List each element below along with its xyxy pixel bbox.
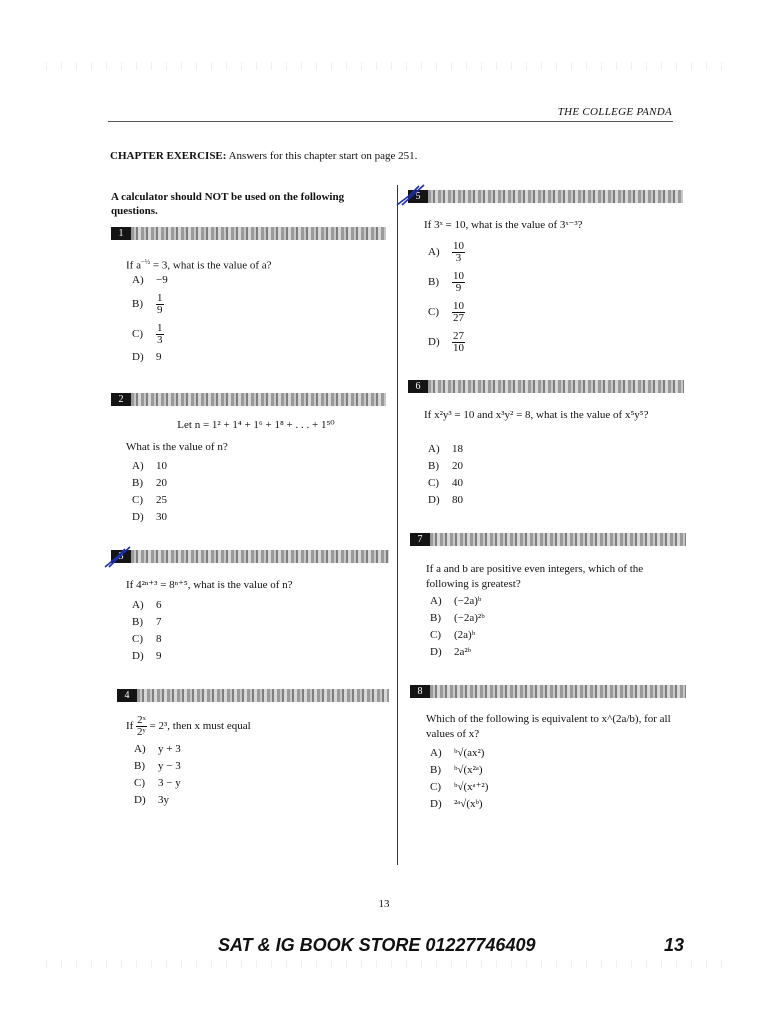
choice-7a[interactable] — [430, 593, 485, 610]
question-number-4: 4 — [117, 689, 137, 702]
choices-3 — [132, 597, 162, 665]
numerator: 1 — [157, 321, 163, 334]
choices-6 — [428, 441, 463, 509]
question-stem-1 — [126, 255, 272, 274]
choice-fraction — [156, 293, 164, 316]
choice-label: C) — [428, 306, 439, 318]
pen-check-mark-icon — [103, 545, 133, 571]
choice-1a[interactable] — [132, 272, 168, 289]
choice-2d[interactable] — [132, 509, 167, 526]
choice-text: 18 — [452, 443, 463, 455]
choice-label: B) — [430, 612, 441, 624]
choice-4a[interactable] — [134, 741, 181, 758]
question-bar-3 — [111, 550, 389, 563]
choice-label: A) — [132, 274, 144, 286]
choice-label: B) — [132, 477, 143, 489]
choice-text: −9 — [156, 274, 168, 286]
choice-text: ᵇ√(xᵃ⁺²) — [454, 781, 489, 793]
choice-label: A) — [430, 747, 442, 759]
choice-text: ᵇ√(ax²) — [454, 747, 485, 759]
question-number-8: 8 — [410, 685, 430, 698]
choice-text: 25 — [156, 494, 167, 506]
choice-8a[interactable] — [430, 745, 488, 762]
numerator: 10 — [453, 239, 464, 252]
choice-text: 2a²ᵇ — [454, 646, 472, 658]
choice-label: B) — [430, 764, 441, 776]
scan-noise-top — [40, 62, 730, 70]
choice-text: 9 — [156, 351, 162, 363]
question-number-7: 7 — [410, 533, 430, 546]
choice-text: 8 — [156, 633, 162, 645]
choice-text: 3 − y — [158, 777, 181, 789]
choice-text: 9 — [156, 650, 162, 662]
choice-3b[interactable] — [132, 614, 162, 631]
stem-part: If — [126, 720, 137, 732]
stem-part: = 3, what is the value of a? — [150, 259, 272, 272]
choice-text: ᵇ√(x²ᵃ) — [454, 764, 483, 776]
choice-text: 40 — [452, 477, 463, 489]
calculator-note: A calculator should NOT be used on the following questions. — [111, 191, 345, 217]
question-stem-6: If x²y³ = 10 and x³y² = 8, what is the value of x⁵y⁵? — [424, 409, 649, 421]
choice-6c[interactable] — [428, 475, 463, 492]
choice-4c[interactable] — [134, 775, 181, 792]
question-bar-1 — [111, 227, 386, 240]
choice-label: D) — [430, 798, 442, 810]
chapter-line — [110, 150, 417, 162]
choice-label: B) — [428, 460, 439, 472]
question-stem-3: If 4²ⁿ⁺³ = 8ⁿ⁺⁵, what is the value of n? — [126, 579, 293, 591]
choice-3d[interactable] — [132, 648, 162, 665]
choice-label: C) — [430, 781, 441, 793]
choice-1b[interactable] — [132, 289, 168, 319]
choice-3a[interactable] — [132, 597, 162, 614]
choice-fraction — [452, 241, 465, 264]
choice-text: 30 — [156, 511, 167, 523]
choice-label: B) — [428, 276, 439, 288]
choice-label: D) — [428, 336, 440, 348]
page-number: 13 — [378, 898, 390, 910]
choice-6d[interactable] — [428, 492, 463, 509]
denominator: 2ʸ — [137, 725, 146, 738]
chapter-text: Answers for this chapter start on page 251. — [228, 150, 418, 162]
choice-8d[interactable] — [430, 796, 488, 813]
footer-page-number: 13 — [664, 935, 685, 955]
choice-label: D) — [134, 794, 146, 806]
header-rule — [108, 121, 673, 122]
choice-label: D) — [428, 494, 440, 506]
question-bar-6 — [408, 380, 684, 393]
choice-label: C) — [428, 477, 439, 489]
choice-fraction — [452, 331, 465, 354]
scan-noise-bottom — [40, 960, 730, 968]
question-bar-4 — [117, 689, 389, 702]
choice-text: 3y — [158, 794, 169, 806]
choice-label: A) — [134, 743, 146, 755]
choice-text: 10 — [156, 460, 167, 472]
choice-text: 20 — [452, 460, 463, 472]
choice-text: (−2a)²ᵇ — [454, 612, 485, 624]
choice-5c[interactable] — [428, 297, 465, 327]
chapter-label: CHAPTER EXERCISE: — [110, 150, 227, 162]
question-sub-2: What is the value of n? — [126, 441, 228, 453]
question-bar-2 — [111, 393, 386, 406]
choice-fraction — [156, 323, 164, 346]
column-divider — [397, 185, 398, 865]
choice-label: C) — [430, 629, 441, 641]
choice-7d[interactable] — [430, 644, 485, 661]
choice-3c[interactable] — [132, 631, 162, 648]
choice-label: C) — [132, 328, 143, 340]
stem-fraction — [136, 715, 147, 738]
denominator: 9 — [455, 281, 462, 294]
choice-1c[interactable] — [132, 319, 168, 349]
choices-8 — [430, 745, 488, 813]
choice-label: B) — [134, 760, 145, 772]
choice-label: B) — [132, 616, 143, 628]
choice-2c[interactable] — [132, 492, 167, 509]
choice-7b[interactable] — [430, 610, 485, 627]
question-number-6: 6 — [408, 380, 428, 393]
choice-label: D) — [132, 650, 144, 662]
choice-label: A) — [428, 246, 440, 258]
numerator: 10 — [453, 299, 464, 312]
denominator: 3 — [455, 251, 462, 264]
choice-2b[interactable] — [132, 475, 167, 492]
choice-label: C) — [132, 494, 143, 506]
question-stem-2: Let n = 1² + 1⁴ + 1⁶ + 1⁸ + . . . + 1⁵⁰ — [177, 419, 335, 431]
choices-4 — [134, 741, 181, 809]
question-number-1: 1 — [111, 227, 131, 240]
denominator: 3 — [157, 333, 163, 346]
choice-4d[interactable] — [134, 792, 181, 809]
choice-text: 20 — [156, 477, 167, 489]
question-bar-7 — [410, 533, 686, 546]
choice-label: D) — [430, 646, 442, 658]
choice-1d[interactable] — [132, 349, 168, 366]
choices-2 — [132, 458, 167, 526]
choice-fraction — [452, 271, 465, 294]
stem-exponent: −½ — [140, 258, 151, 266]
question-number-3: 3 — [111, 550, 131, 563]
choice-6b[interactable] — [428, 458, 463, 475]
choice-5d[interactable] — [428, 327, 465, 357]
stem-part: = 2³, then x must equal — [146, 720, 251, 732]
choice-text: y − 3 — [158, 760, 181, 772]
choice-label: C) — [134, 777, 145, 789]
choice-2a[interactable] — [132, 458, 167, 475]
choice-6a[interactable] — [428, 441, 463, 458]
running-header: THE COLLEGE PANDA — [557, 106, 672, 118]
choice-5b[interactable] — [428, 267, 465, 297]
numerator: 1 — [157, 291, 163, 304]
choice-4b[interactable] — [134, 758, 181, 775]
question-stem-4 — [126, 712, 251, 740]
choice-5a[interactable] — [428, 237, 465, 267]
choice-label: A) — [430, 595, 442, 607]
question-stem-7: If a and b are positive even integers, which of the following is greatest? — [426, 563, 644, 590]
store-watermark: SAT & IG BOOK STORE 01227746409 — [218, 935, 536, 955]
choice-label: C) — [132, 633, 143, 645]
choice-label: D) — [132, 511, 144, 523]
choice-8b[interactable] — [430, 762, 488, 779]
choice-7c[interactable] — [430, 627, 485, 644]
numerator: 2ˣ — [137, 713, 146, 726]
choice-label: A) — [132, 599, 144, 611]
question-number-2: 2 — [111, 393, 131, 406]
choice-label: A) — [428, 443, 440, 455]
choices-5 — [428, 237, 465, 357]
choice-label: A) — [132, 460, 144, 472]
choice-fraction — [452, 301, 465, 324]
question-bar-5 — [408, 190, 683, 203]
choices-1 — [132, 272, 168, 366]
stem-part: If a — [126, 259, 141, 272]
question-bar-8 — [410, 685, 686, 698]
choice-8c[interactable] — [430, 779, 488, 796]
denominator: 9 — [157, 303, 163, 316]
numerator: 10 — [453, 269, 464, 282]
question-number-5: 5 — [408, 190, 428, 203]
choice-text: y + 3 — [158, 743, 181, 755]
choices-7 — [430, 593, 485, 661]
choice-text: (2a)ᵇ — [454, 629, 476, 641]
pen-check-mark-icon — [395, 183, 427, 209]
choice-text: (−2a)ᵇ — [454, 595, 482, 607]
numerator: 27 — [453, 329, 464, 342]
question-stem-5: If 3ˣ = 10, what is the value of 3ˣ⁻³? — [424, 219, 583, 231]
question-stem-8: Which of the following is equivalent to x^(2a/b), for all values of x? — [426, 713, 671, 740]
choice-label: B) — [132, 298, 143, 310]
choice-text: 6 — [156, 599, 162, 611]
choice-text: ²ᵃ√(xᵇ) — [454, 798, 483, 810]
denominator: 27 — [453, 311, 464, 324]
denominator: 10 — [453, 341, 464, 354]
choice-text: 80 — [452, 494, 463, 506]
choice-text: 7 — [156, 616, 162, 628]
choice-label: D) — [132, 351, 144, 363]
